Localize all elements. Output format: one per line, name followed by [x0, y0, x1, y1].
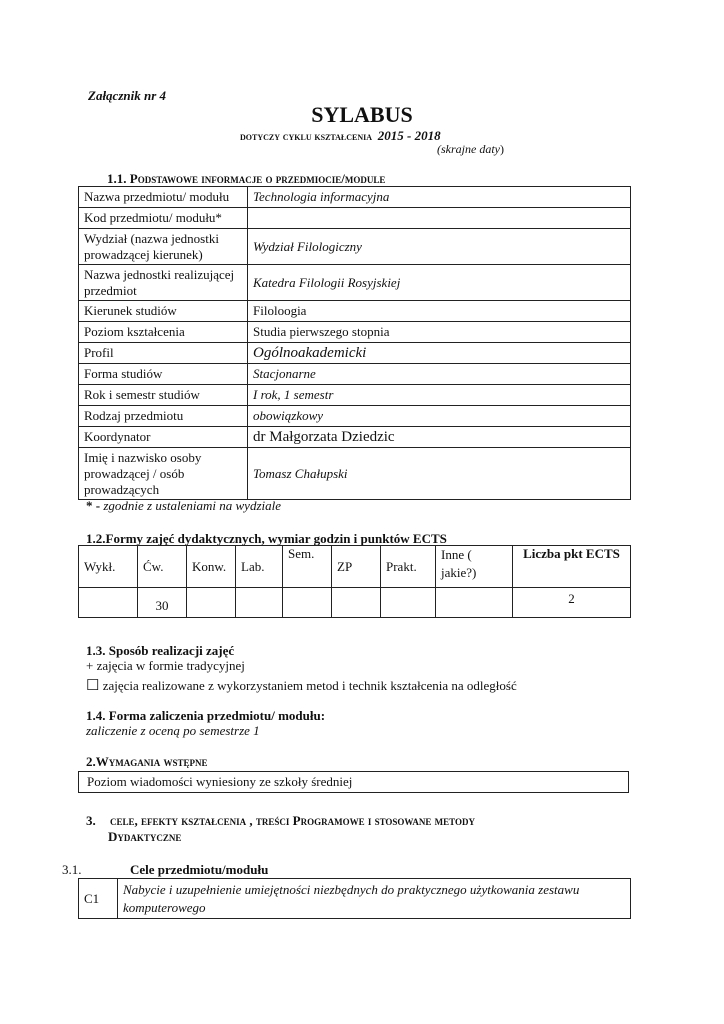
row-label: Kod przedmiotu/ modułu* — [79, 208, 248, 229]
row-value — [248, 208, 631, 229]
row-label: Forma studiów — [79, 364, 248, 385]
section-3-1-number: 3.1. — [62, 862, 82, 877]
section-1-1-heading: 1.1. Podstawowe informacje o przedmiocie/module — [107, 171, 386, 186]
row-value: Filoloogia — [248, 301, 631, 322]
row-value: I rok, 1 semestr — [248, 385, 631, 406]
header-cell: Sem. — [283, 546, 332, 588]
section-3-number: 3. — [86, 813, 96, 828]
cycle-note-text: (skrajne daty — [437, 142, 500, 156]
footnote-mark: * - — [86, 498, 101, 513]
header-cell: Inne ( jakie?) — [436, 546, 513, 588]
row-value: Katedra Filologii Rosyjskiej — [248, 265, 631, 301]
section-3-heading-line1: cele, efekty kształcenia , treści Programowe i stosowane metody — [110, 813, 476, 828]
checkbox-icon: ☐ — [86, 678, 100, 694]
header-cell: Wykł. — [79, 546, 138, 588]
value-cell — [187, 588, 236, 618]
section-3-heading-line2: Dydaktyczne — [108, 829, 182, 844]
section-1-4-heading: 1.4. Forma zaliczenia przedmiotu/ modułu: — [86, 708, 326, 723]
footnote-text: zgodnie z ustaleniami na wydziale — [100, 498, 282, 513]
row-label: Nazwa przedmiotu/ modułu — [79, 187, 248, 208]
table-row — [79, 364, 631, 385]
cycle-note — [437, 142, 504, 157]
delivery-option-remote — [86, 676, 517, 695]
table-row — [79, 588, 631, 618]
header-cell: Ćw. — [138, 546, 187, 588]
row-label: Rok i semestr studiów — [79, 385, 248, 406]
document-title: SYLABUS — [311, 102, 413, 127]
row-value: obowiązkowy — [248, 406, 631, 427]
ects-table — [78, 545, 631, 618]
table-row — [79, 448, 631, 500]
header-cell: Liczba pkt ECTS — [513, 546, 631, 588]
row-value: Technologia informacyjna — [248, 187, 631, 208]
table-row — [79, 879, 631, 919]
row-value: Wydział Filologiczny — [248, 229, 631, 265]
row-label: Koordynator — [79, 427, 248, 448]
header-cell: Prakt. — [381, 546, 436, 588]
value-cell — [436, 588, 513, 618]
table-row — [79, 406, 631, 427]
header-cell: Konw. — [187, 546, 236, 588]
cycle-label: dotyczy cyklu kształcenia — [240, 131, 373, 143]
assessment-form: zaliczenie z oceną po semestrze 1 — [86, 723, 260, 738]
value-cell — [79, 588, 138, 618]
value-cell — [381, 588, 436, 618]
header-cell: Lab. — [236, 546, 283, 588]
value-cell — [236, 588, 283, 618]
table-row — [79, 187, 631, 208]
attachment-label: Załącznik nr 4 — [88, 88, 167, 103]
table-row — [79, 265, 631, 301]
table-row — [79, 229, 631, 265]
section-3-1-heading: Cele przedmiotu/modułu — [130, 862, 269, 877]
delivery-option-remote-label: zajęcia realizowane z wykorzystaniem metod i technik kształcenia na odległość — [99, 678, 517, 693]
table-row — [79, 546, 631, 588]
footnote — [86, 498, 281, 514]
row-label: Rodzaj przedmiotu — [79, 406, 248, 427]
table-row — [79, 322, 631, 343]
table-row — [79, 343, 631, 364]
table-row — [79, 385, 631, 406]
value-cell — [283, 588, 332, 618]
row-value: Tomasz Chałupski — [248, 448, 631, 500]
row-label: Kierunek studiów — [79, 301, 248, 322]
row-label: Profil — [79, 343, 248, 364]
row-label: Poziom kształcenia — [79, 322, 248, 343]
cycle-years: 2015 - 2018 — [377, 128, 441, 143]
delivery-option-traditional: + zajęcia w formie tradycyjnej — [86, 658, 245, 673]
table-row — [79, 427, 631, 448]
table-row — [79, 208, 631, 229]
goals-table — [78, 878, 631, 919]
row-value: Stacjonarne — [248, 364, 631, 385]
row-value: Studia pierwszego stopnia — [248, 322, 631, 343]
goal-code: C1 — [79, 879, 118, 919]
row-label: Imię i nazwisko osoby prowadzącej / osób prowadzących — [79, 448, 248, 500]
section-1-2-heading: 1.2.Formy zajęć dydaktycznych, wymiar godzin i punktów ECTS — [86, 531, 447, 546]
basic-info-table — [78, 186, 631, 500]
row-value: dr Małgorzata Dziedzic — [248, 427, 631, 448]
section-1-3-heading: 1.3. Sposób realizacji zajęć — [86, 643, 235, 658]
table-row — [79, 301, 631, 322]
value-cell — [332, 588, 381, 618]
goal-text: Nabycie i uzupełnienie umiejętności niezbędnych do praktycznego użytkowania zestawu komputerowego — [118, 879, 631, 919]
row-label: Nazwa jednostki realizującej przedmiot — [79, 265, 248, 301]
prerequisites-text: Poziom wiadomości wyniesiony ze szkoły średniej — [87, 774, 353, 789]
cycle-note-close: ) — [499, 142, 504, 156]
row-value: Ogólnoakademicki — [248, 343, 631, 364]
value-cell: 30 — [138, 588, 187, 618]
header-cell: ZP — [332, 546, 381, 588]
cycle-line — [240, 128, 441, 144]
row-label: Wydział (nazwa jednostki prowadzącej kierunek) — [79, 229, 248, 265]
prerequisites-box — [78, 771, 629, 793]
value-cell: 2 — [513, 588, 631, 618]
section-2-heading: 2.Wymagania wstępne — [86, 754, 208, 769]
